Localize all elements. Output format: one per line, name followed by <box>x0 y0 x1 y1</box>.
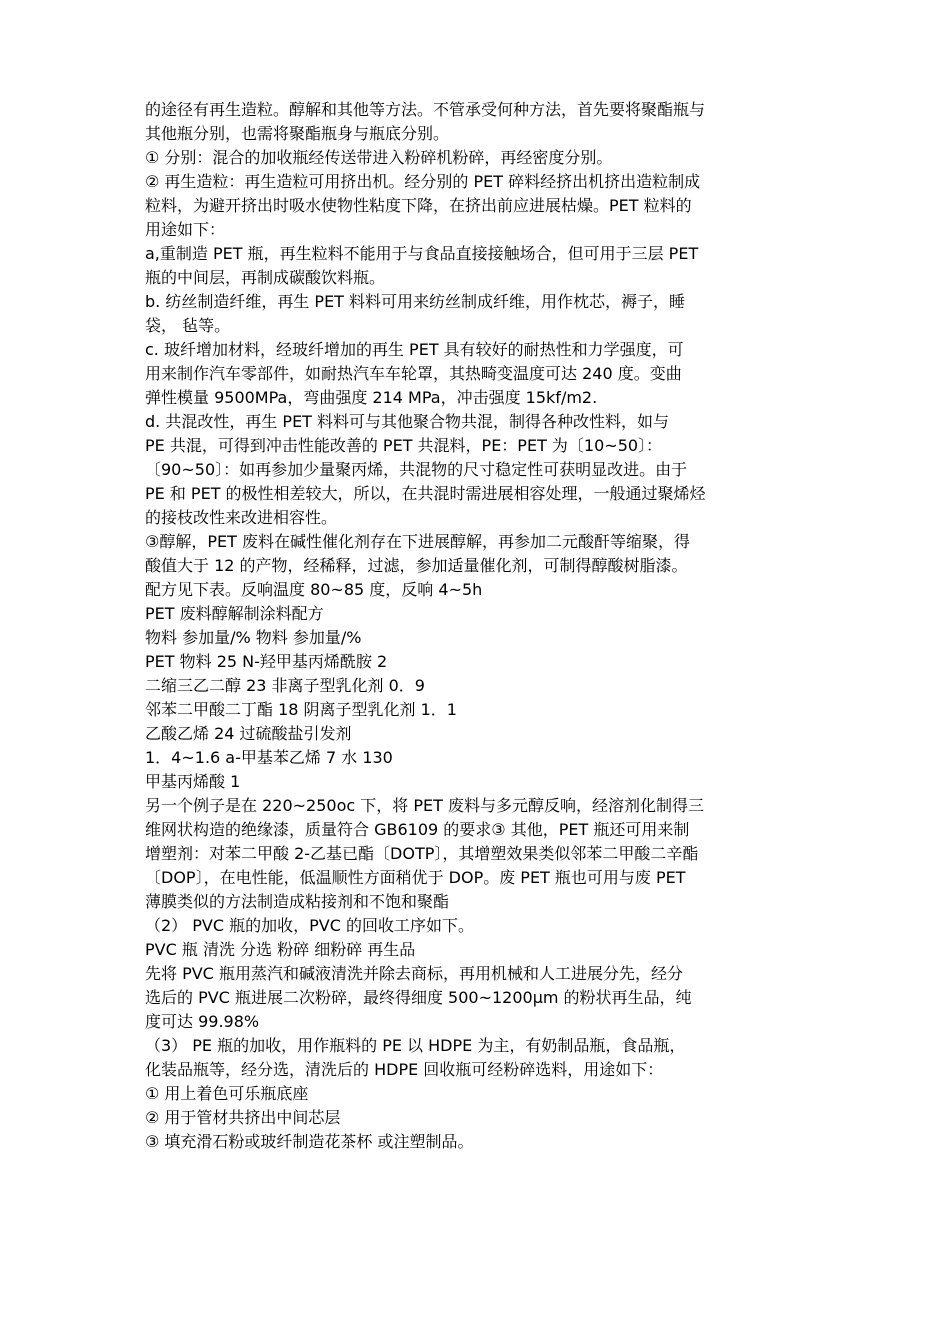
text-line: 物料 参加量/% 物料 参加量/% <box>145 628 362 647</box>
text-line: ① 用上着色可乐瓶底座 <box>145 1084 309 1103</box>
text-line: 袋， 毡等。 <box>145 316 231 335</box>
text-line: 的途径有再生造粒。醇解和其他等方法。不管承受何种方法，首先要将聚酯瓶与 <box>145 100 706 119</box>
text-line: 二缩三乙二醇 23 非离子型乳化剂 0．9 <box>145 676 425 695</box>
text-line: 先将 PVC 瓶用蒸汽和碱液清洗并除去商标，再用机械和人工进展分先，经分 <box>145 964 683 983</box>
text-line: 弹性模量 9500MPa，弯曲强度 214 MPa，冲击强度 15kf/m2. <box>145 388 598 407</box>
text-line: 增塑剂：对苯二甲酸 2-乙基已酯〔DOTP〕，其增塑效果类似邻苯二甲酸二辛酯 <box>145 844 699 863</box>
text-line: ③ 填充滑石粉或玻纤制造花茶杯 或注塑制品。 <box>145 1132 474 1151</box>
text-line: （2） PVC 瓶的加收，PVC 的回收工序如下。 <box>145 916 474 935</box>
text-line: （3） PE 瓶的加收，用作瓶料的 PE 以 HDPE 为主，有奶制品瓶，食品瓶， <box>145 1036 686 1055</box>
text-line: 用来制作汽车零部件，如耐热汽车车轮罩，其热畸变温度可达 240 度。变曲 <box>145 364 682 383</box>
text-line: PE 共混，可得到冲击性能改善的 PET 共混料，PE：PET 为〔10~50〕： <box>145 436 663 455</box>
text-line: 配方见下表。反响温度 80~85 度，反响 4~5h <box>145 580 483 599</box>
text-line: b. 纺丝制造纤维，再生 PET 料料可用来纺丝制成纤维，用作枕芯，褥子，睡 <box>145 292 686 311</box>
text-line: PVC 瓶 清洗 分选 粉碎 细粉碎 再生品 <box>145 940 416 959</box>
text-line: 邻苯二甲酸二丁酯 18 阴离子型乳化剂 1．1 <box>145 700 457 719</box>
text-line: 甲基丙烯酸 1 <box>145 772 241 791</box>
text-line: 度可达 99.98% <box>145 1012 260 1031</box>
text-line: 酸值大于 12 的产物，经稀释，过滤，参加适量催化剂，可制得醇酸树脂漆。 <box>145 556 688 575</box>
text-line: PET 物料 25 N-羟甲基丙烯酰胺 2 <box>145 652 388 671</box>
text-line: d. 共混改性，再生 PET 料料可与其他聚合物共混，制得各种改性料，如与 <box>145 412 670 431</box>
text-line: ② 用于管材共挤出中间芯层 <box>145 1108 341 1127</box>
text-line: 维网状构造的绝缘漆，质量符合 GB6109 的要求③ 其他，PET 瓶还可用来制 <box>145 820 690 839</box>
document-page <box>145 98 815 1154</box>
text-line: 选后的 PVC 瓶进展二次粉碎，最终得细度 500~1200μm 的粉状再生品，纯 <box>145 988 692 1007</box>
text-line: 粒料，为避开挤出时吸水使物性粘度下降，在挤出前应进展枯燥。PET 粒料的 <box>145 196 692 215</box>
text-line: 乙酸乙烯 24 过硫酸盐引发剂 <box>145 724 352 743</box>
text-line: PE 和 PET 的极性相差较大，所以，在共混时需进展相容处理，一般通过聚烯烃 <box>145 484 706 503</box>
text-line: 1．4~1.6 a-甲基苯乙烯 7 水 130 <box>145 748 393 767</box>
text-line: 薄膜类似的方法制造成粘接剂和不饱和聚酯 <box>145 892 450 911</box>
text-line: 〔DOP〕，在电性能，低温顺性方面稍优于 DOP。废 PET 瓶也可用与废 PET <box>145 868 686 887</box>
text-line: 的接枝改性来改进相容性。 <box>145 508 338 527</box>
text-line: c. 玻纤增加材料，经玻纤增加的再生 PET 具有较好的耐热性和力学强度，可 <box>145 340 684 359</box>
text-line: ① 分别：混合的加收瓶经传送带进入粉碎机粉碎，再经密度分别。 <box>145 148 613 167</box>
text-line: 〔90~50〕：如再参加少量聚丙烯，共混物的尺寸稳定性可获明显改进。由于 <box>145 460 688 479</box>
text-line: 另一个例子是在 220~250oc 下，将 PET 废料与多元醇反响，经溶剂化制得三 <box>145 796 704 815</box>
text-line: 用途如下： <box>145 220 226 239</box>
text-line: a,重制造 PET 瓶，再生粒料不能用于与食品直接接触场合，但可用于三层 PET <box>145 244 699 263</box>
text-line: ③醇解，PET 废料在碱性催化剂存在下进展醇解，再参加二元酸酐等缩聚，得 <box>145 532 690 551</box>
text-line: 其他瓶分别，也需将聚酯瓶身与瓶底分别。 <box>145 124 450 143</box>
text-line: ② 再生造粒：再生造粒可用挤出机。经分别的 PET 碎料经挤出机挤出造粒制成 <box>145 172 701 191</box>
text-line: PET 废料醇解制涂料配方 <box>145 604 324 623</box>
text-line: 瓶的中间层，再制成碳酸饮料瓶。 <box>145 268 386 287</box>
text-line: 化装品瓶等，经分选，清洗后的 HDPE 回收瓶可经粉碎选料，用途如下： <box>145 1060 664 1079</box>
